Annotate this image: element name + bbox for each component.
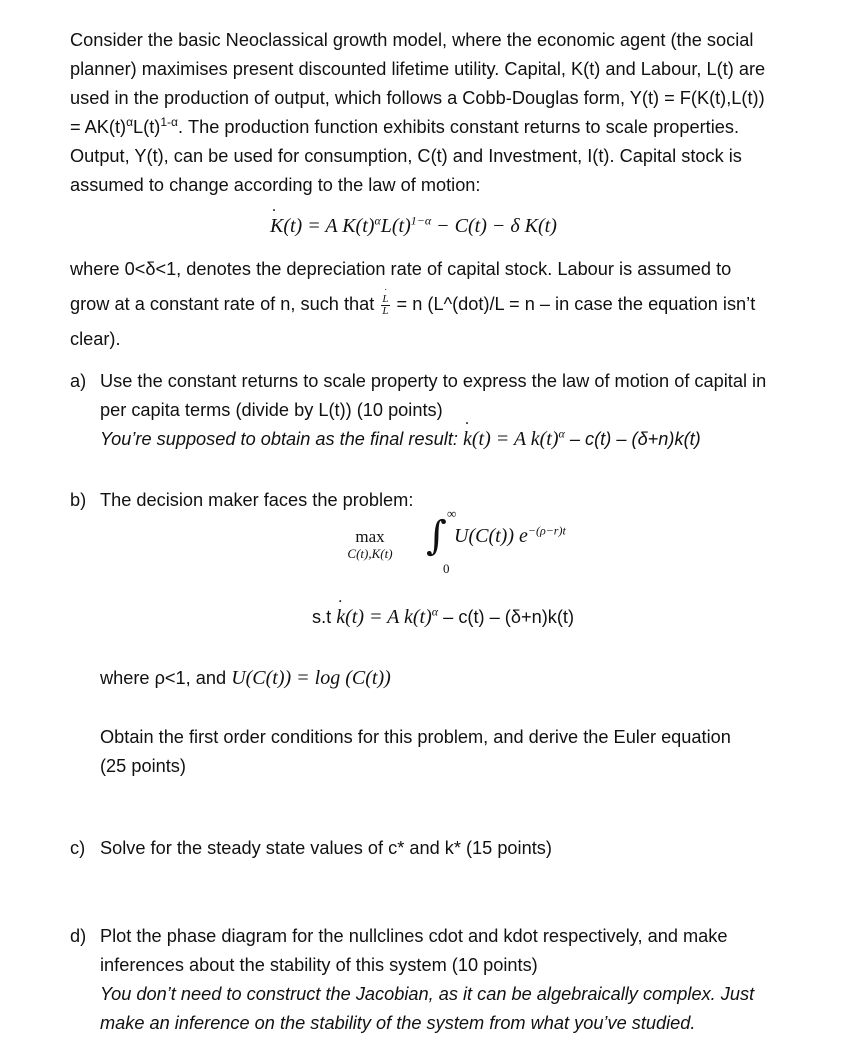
part-b-obtain-line: (25 points)	[100, 756, 186, 776]
equation-part: – c(t) – (δ+n)k(t)	[438, 607, 575, 627]
intro-line: Consider the basic Neoclassical growth model, where the economic agent (the social	[70, 30, 754, 50]
clear-line: clear).	[70, 329, 121, 349]
equation-exponent: 1−α	[410, 213, 432, 228]
integral-lower-limit: 0	[443, 561, 450, 576]
k-dot: k(t) ˙	[463, 425, 491, 454]
intro-line: Output, Y(t), can be used for consumption, C(t) and Investment, I(t). Capital stock is	[70, 146, 742, 166]
equation-exponent: α	[374, 213, 381, 228]
alpha-exponent: α	[126, 114, 134, 129]
intro-line: assumed to change according to the law of motion:	[70, 175, 481, 195]
integrand-exponent: −(ρ−r)t	[527, 523, 566, 538]
text: s.t	[312, 607, 337, 627]
equation-exponent: α	[558, 426, 565, 441]
depreciation-line: where 0<δ<1, denotes the depreciation rate of capital stock. Labour is assumed to	[70, 259, 732, 279]
utility-equation: U(C(t)) = log (C(t))	[231, 667, 391, 689]
part-b-label: b)	[70, 490, 87, 510]
part-d-label: d)	[70, 926, 87, 946]
integral-upper-limit: ∞	[447, 506, 457, 521]
equation-exponent: α	[431, 604, 439, 619]
max-operator	[330, 528, 410, 562]
part-c-label: c)	[70, 838, 86, 858]
part-a-line: Use the constant returns to scale property to express the law of motion of capital in	[100, 371, 767, 391]
equation-part: = A K(t)	[302, 215, 375, 237]
part-d-line: Plot the phase diagram for the nullclines cdot and kdot respectively, and make	[100, 926, 728, 946]
part-d-line: inferences about the stability of this system (10 points)	[100, 955, 538, 975]
equation-part: L(t)	[380, 215, 411, 237]
intro-line: used in the production of output, which follows a Cobb-Douglas form, Y(t) = F(K(t),L(t))	[70, 88, 765, 108]
k-dot: k(t) ˙	[336, 603, 364, 632]
part-b-obtain-line: Obtain the first order conditions for this problem, and derive the Euler equation	[100, 727, 731, 747]
integral-sign: ∫	[426, 513, 447, 559]
max-subscript: C(t),K(t)	[347, 546, 393, 561]
text: You’re supposed to obtain as the final result:	[100, 429, 463, 449]
intro-text: . The production function exhibits constant returns to scale properties.	[177, 117, 740, 137]
text: grow at a constant rate of n, such that	[70, 294, 380, 314]
equation-part: − C(t) − δ K(t)	[431, 215, 557, 237]
part-d-note: make an inference on the stability of the system from what you’ve studied.	[100, 1013, 696, 1033]
labour-growth-line	[70, 290, 755, 319]
integrand	[454, 525, 566, 548]
part-b-line: The decision maker faces the problem:	[100, 490, 414, 510]
text: = n (L^(dot)/L = n – in case the equation isn’t	[391, 294, 756, 314]
intro-text: = AK(t)	[70, 117, 127, 137]
constraint-line	[312, 603, 574, 632]
part-a-label: a)	[70, 371, 87, 391]
k-dot: K(t) ˙	[270, 212, 302, 241]
one-minus-alpha-exponent: 1-α	[160, 114, 178, 129]
part-c-line: Solve for the steady state values of c* and k* (15 points)	[100, 838, 552, 858]
utility-definition	[100, 664, 391, 693]
part-a-line: per capita terms (divide by L(t)) (10 points)	[100, 400, 443, 420]
integrand-text: U(C(t)) e	[454, 525, 528, 547]
fraction-numerator: L ˙	[381, 294, 389, 306]
part-a-result	[100, 425, 701, 454]
fraction-denominator: L	[382, 304, 389, 317]
equation-part: = A k(t)	[364, 606, 432, 628]
law-of-motion-equation	[270, 212, 557, 241]
equation-part: = A k(t)	[490, 428, 559, 450]
part-d-note: You don’t need to construct the Jacobian, as it can be algebraically complex. Just	[100, 984, 755, 1004]
l-dot-over-l-fraction	[381, 294, 389, 317]
intro-line: planner) maximises present discounted lifetime utility. Capital, K(t) and Labour, L(t) are	[70, 59, 766, 79]
equation-part: – c(t) – (δ+n)k(t)	[564, 429, 701, 449]
intro-line-production	[70, 113, 739, 142]
max-word: max	[355, 527, 385, 546]
intro-text: L(t)	[133, 117, 161, 137]
text: where ρ<1, and	[100, 668, 232, 688]
